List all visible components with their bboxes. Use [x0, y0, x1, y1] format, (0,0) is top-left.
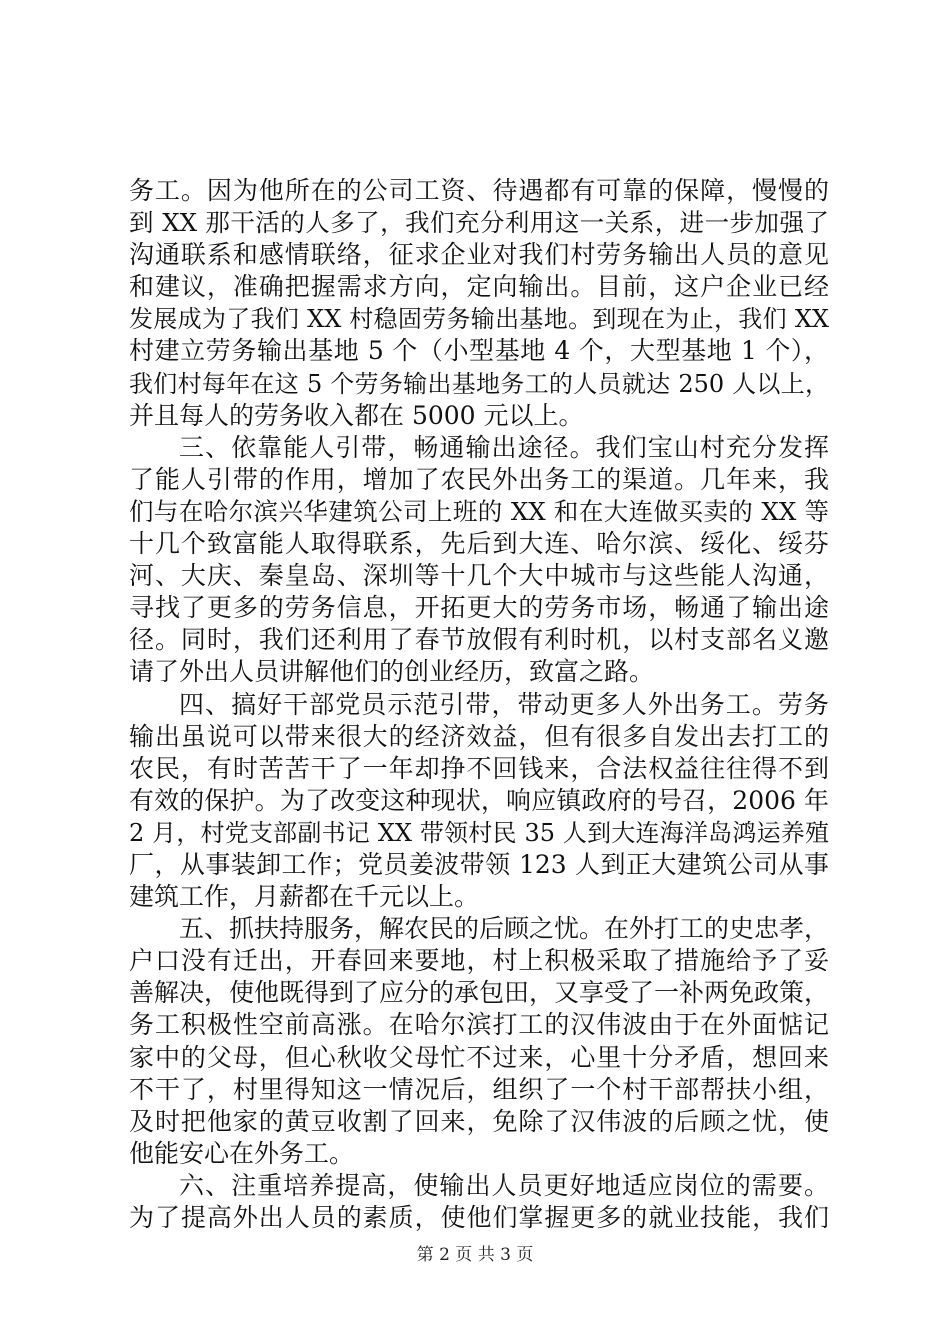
text-line-12: 十几个致富能人取得联系，先后到大连、哈尔滨、绥化、绥芬 — [129, 529, 829, 559]
text-line-4: 和建议，准确把握需求方向，定向输出。目前，这户企业已经 — [129, 272, 829, 302]
text-line-33: 为了提高外出人员的素质，使他们掌握更多的就业技能，我们 — [129, 1203, 829, 1232]
text-line-27: 务工积极性空前高涨。在哈尔滨打工的汉伟波由于在外面惦记 — [129, 1010, 829, 1040]
document-body — [129, 175, 829, 1234]
text-line-10: 了能人引带的作用，增加了农民外出务工的渠道。几年来，我 — [129, 464, 829, 494]
text-line-7: 我们村每年在这 5 个劳务输出基地务工的人员就达 250 人以上， — [129, 369, 829, 398]
text-line-8: 并且每人的劳务收入都在 5000 元以上。 — [129, 400, 584, 430]
text-line-11: 们与在哈尔滨兴华建筑公司上班的 XX 和在大连做买卖的 XX 等 — [129, 496, 829, 526]
text-line-22: 厂，从事装卸工作；党员姜波带领 123 人到正大建筑公司从事 — [129, 849, 829, 879]
text-line-23: 建筑工作，月薪都在千元以上。 — [129, 882, 480, 912]
text-line-31: 他能安心在外务工。 — [129, 1138, 355, 1168]
text-line-28: 家中的父母，但心秋收父母忙不过来，心里十分矛盾，想回来 — [129, 1042, 829, 1072]
section-three-heading-line: 三、依靠能人引带，畅通输出途径。我们宝山村充分发挥 — [179, 432, 829, 462]
page-number-footer: 第 2 页 共 3 页 — [416, 1245, 534, 1265]
text-line-18: 输出虽说可以带来很大的经济效益，但有很多自发出去打工的 — [129, 721, 829, 751]
text-line-13: 河、大庆、秦皇岛、深圳等十几个大中城市与这些能人沟通， — [129, 561, 829, 591]
text-line-3: 沟通联系和感情联络，征求企业对我们村劳务输出人员的意见 — [129, 240, 829, 270]
text-line-2: 到 XX 那干活的人多了，我们充分利用这一关系，进一步加强了 — [129, 208, 829, 238]
section-four-heading-line: 四、搞好干部党员示范引带，带动更多人外出务工。劳务 — [179, 689, 829, 719]
text-line-6: 村建立劳务输出基地 5 个（小型基地 4 个，大型基地 1 个）， — [129, 336, 829, 366]
text-line-25: 户口没有迁出，开春回来要地，村上积极采取了措施给予了妥 — [129, 946, 829, 976]
text-line-14: 寻找了更多的劳务信息，开拓更大的劳务市场，畅通了输出途 — [129, 593, 829, 623]
text-line-21: 2 月，村党支部副书记 XX 带领村民 35 人到大连海洋岛鸿运养殖 — [129, 818, 829, 847]
text-line-15: 径。同时，我们还利用了春节放假有利时机，以村支部名义邀 — [129, 625, 829, 655]
text-line-16: 请了外出人员讲解他们的创业经历，致富之路。 — [129, 657, 655, 687]
text-line-5: 发展成为了我们 XX 村稳固劳务输出基地。到现在为止，我们 XX — [129, 305, 829, 334]
section-six-heading-line: 六、注重培养提高，使输出人员更好地适应岗位的需要。 — [179, 1170, 829, 1200]
text-line-1: 务工。因为他所在的公司工资、待遇都有可靠的保障，慢慢的 — [129, 176, 829, 205]
text-line-30: 及时把他家的黄豆收割了回来，免除了汉伟波的后顾之忧，使 — [129, 1106, 829, 1136]
text-line-19: 农民，有时苦苦干了一年却挣不回钱来，合法权益往往得不到 — [129, 753, 829, 783]
text-line-29: 不干了，村里得知这一情况后，组织了一个村干部帮扶小组， — [129, 1074, 829, 1104]
section-five-heading-line: 五、抓扶持服务，解农民的后顾之忧。在外打工的史忠孝， — [179, 914, 830, 944]
text-line-26: 善解决，使他既得到了应分的承包田，又享受了一补两免政策， — [129, 978, 830, 1008]
text-line-20: 有效的保护。为了改变这种现状，响应镇政府的号召，2006 年 — [129, 785, 829, 815]
